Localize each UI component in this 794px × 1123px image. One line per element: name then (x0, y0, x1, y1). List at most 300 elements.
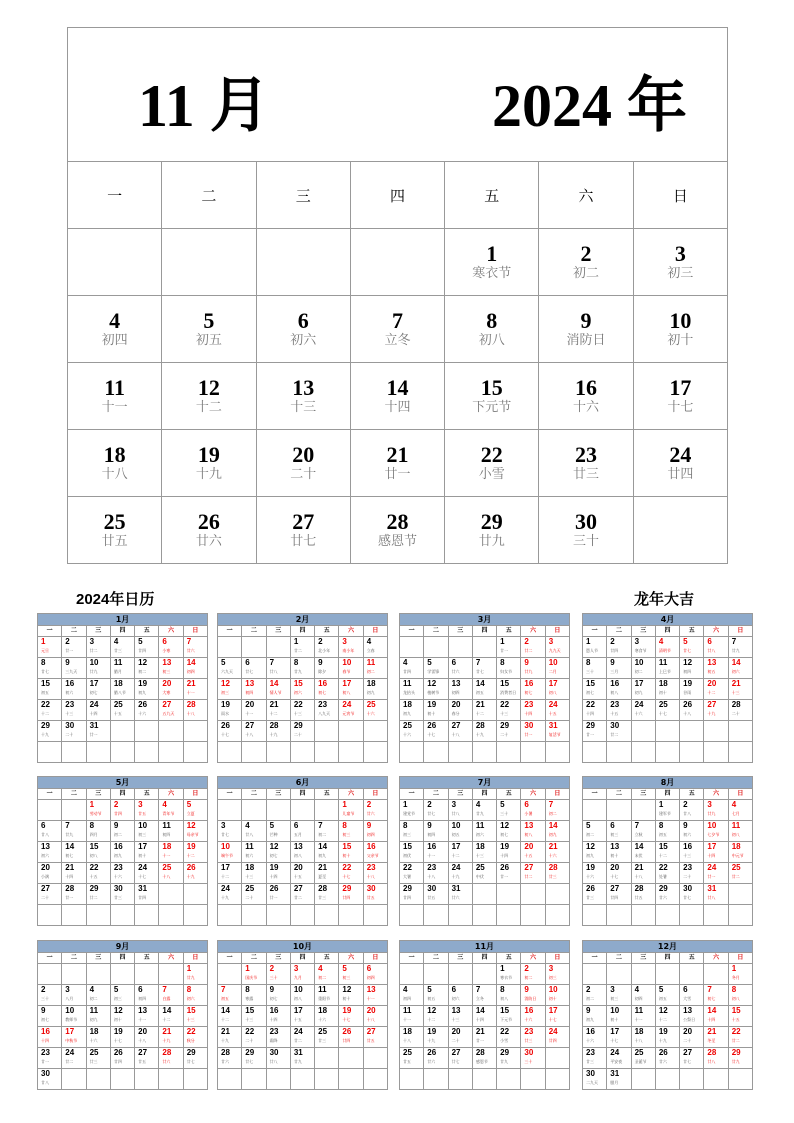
mini-day-number: 7 (707, 985, 712, 994)
mini-lunar-label: 廿一 (89, 732, 98, 737)
mini-day-cell (62, 1048, 86, 1069)
mini-day-number: 2 (41, 985, 46, 994)
mini-day-number: 9 (427, 821, 432, 830)
mini-day-cell (583, 964, 607, 985)
mini-day-number: 12 (186, 821, 196, 830)
mini-day-cell (110, 1006, 134, 1027)
mini-lunar-label: 中伏 (475, 874, 484, 879)
mini-lunar-label: 父亲节 (366, 853, 379, 858)
mini-day-number: 8 (500, 658, 505, 667)
mini-lunar-label: 初七 (65, 853, 74, 858)
mini-day-number: 3 (451, 800, 457, 809)
mini-day-cell (135, 842, 159, 863)
mini-lunar-label: 十七 (342, 874, 351, 879)
day-cell (256, 229, 350, 296)
mini-lunar-label: 廿九 (524, 669, 533, 674)
mini-lunar-label: 廿五 (403, 1059, 411, 1064)
mini-day-cell (339, 905, 363, 926)
mini-lunar-label: 十六 (113, 874, 122, 879)
mini-lunar-label: 廿九 (186, 975, 195, 980)
mini-day-cell (521, 821, 545, 842)
mini-day-cell (135, 679, 159, 700)
mini-day-cell (545, 1027, 569, 1048)
mini-lunar-label: 十四 (475, 1017, 484, 1022)
mini-lunar-label: 初二 (634, 669, 643, 674)
mini-day-number: 6 (293, 821, 299, 830)
mini-lunar-label: 重阳节 (318, 996, 331, 1001)
mini-lunar-label: 廿一 (707, 874, 716, 879)
lunar-label: 廿三 (573, 467, 600, 482)
mini-day-cell (266, 1027, 290, 1048)
mini-day-cell (38, 1027, 62, 1048)
mini-day-number: 19 (221, 700, 230, 709)
mini-lunar-label: 三十 (41, 996, 49, 1001)
mini-lunar-label: 初十 (548, 996, 557, 1001)
mini-lunar-label: 廿七 (186, 1059, 195, 1064)
mini-day-cell (183, 700, 207, 721)
mini-day-number: 30 (113, 884, 123, 893)
mini-day-number: 14 (318, 842, 328, 851)
mini-day-cell (38, 742, 62, 763)
day-cell (633, 363, 727, 430)
mini-day-cell (424, 964, 448, 985)
mini-day-cell (545, 721, 569, 742)
mini-lunar-label: 五月 (293, 832, 302, 837)
mini-day-number: 10 (89, 658, 99, 667)
mini-day-number: 13 (683, 1006, 693, 1015)
mini-day-cell (583, 1069, 607, 1090)
mini-weekday: 二 (62, 789, 86, 800)
mini-day-cell (38, 700, 62, 721)
mini-day-number: 3 (65, 985, 70, 994)
mini-day-cell (607, 1006, 631, 1027)
mini-lunar-label: 初二 (586, 832, 594, 837)
mini-day-cell (448, 905, 472, 926)
mini-day-cell (704, 863, 728, 884)
day-number: 15 (480, 375, 503, 400)
mini-lunar-label: 十九 (707, 711, 716, 716)
mini-day-cell (704, 637, 728, 658)
mini-day-cell (363, 985, 387, 1006)
mini-day-cell (218, 700, 242, 721)
mini-lunar-label: 十三 (186, 1017, 195, 1022)
lunar-label: 十六 (573, 400, 600, 415)
mini-lunar-label: 十三 (245, 874, 254, 879)
mini-day-cell (448, 721, 472, 742)
mini-day-cell (497, 1069, 521, 1090)
mini-lunar-label: 十八 (683, 711, 692, 716)
mini-day-cell (680, 721, 704, 742)
mini-day-cell (242, 1069, 266, 1090)
mini-day-cell (62, 700, 86, 721)
mini-lunar-label: 初五 (658, 832, 667, 837)
mini-day-cell (728, 1069, 752, 1090)
mini-lunar-label: 十九 (162, 1038, 171, 1043)
mini-day-cell (607, 985, 631, 1006)
mini-day-number: 31 (138, 884, 148, 893)
day-number: 19 (197, 442, 220, 467)
mini-day-cell (631, 884, 655, 905)
mini-day-cell (266, 905, 290, 926)
mini-lunar-label: 三月 (610, 669, 619, 674)
mini-day-cell (135, 964, 159, 985)
mini-day-number: 22 (403, 863, 412, 872)
mini-day-cell (315, 884, 339, 905)
mini-day-cell (339, 1027, 363, 1048)
day-number: 17 (669, 375, 692, 400)
mini-day-number: 16 (269, 1006, 279, 1015)
mini-day-cell (704, 742, 728, 763)
mini-weekday: 三 (448, 953, 472, 964)
mini-day-cell (424, 800, 448, 821)
mini-day-cell (62, 842, 86, 863)
mini-day-number: 18 (366, 679, 376, 688)
mini-day-cell (521, 884, 545, 905)
mini-lunar-label: 十一 (634, 1017, 643, 1022)
mini-lunar-label: 初三 (610, 832, 619, 837)
mini-day-cell (242, 700, 266, 721)
mini-lunar-label: 十八 (427, 874, 436, 879)
mini-day-cell (472, 905, 496, 926)
mini-day-number: 2 (269, 964, 275, 973)
mini-day-cell (290, 721, 314, 742)
mini-lunar-label: 廿五 (634, 895, 643, 900)
mini-weekday: 一 (583, 626, 607, 637)
mini-day-cell (545, 742, 569, 763)
mini-day-cell (159, 884, 183, 905)
mini-lunar-label: 初九 (586, 1017, 594, 1022)
mini-day-number: 9 (524, 658, 529, 667)
mini-lunar-label: 初三 (342, 975, 351, 980)
mini-lunar-label: 初六 (245, 853, 254, 858)
mini-month-title: 8月 (583, 777, 753, 789)
mini-day-cell (38, 863, 62, 884)
mini-lunar-label: 初九 (113, 853, 122, 858)
weekday-header: 五 (445, 162, 539, 229)
mini-day-number: 11 (245, 842, 254, 851)
mini-weekday: 日 (728, 953, 752, 964)
mini-day-number: 27 (451, 1048, 461, 1057)
mini-day-number: 3 (634, 637, 640, 646)
mini-day-cell (400, 821, 424, 842)
mini-day-cell (583, 1027, 607, 1048)
day-cell (350, 229, 444, 296)
mini-lunar-label: 初七 (269, 996, 278, 1001)
weekday-header: 三 (256, 162, 350, 229)
mini-day-number: 3 (610, 985, 615, 994)
mini-day-number: 31 (89, 721, 99, 730)
day-cell (350, 363, 444, 430)
mini-lunar-label: 十二 (451, 853, 460, 858)
mini-lunar-label: 初六 (293, 690, 302, 695)
mini-day-cell (448, 985, 472, 1006)
day-number: 24 (669, 442, 692, 467)
mini-day-number: 12 (427, 679, 437, 688)
mini-day-number: 27 (293, 884, 303, 893)
mini-lunar-label: 廿七 (683, 648, 692, 653)
mini-day-cell (680, 637, 704, 658)
mini-day-cell (290, 1027, 314, 1048)
mini-lunar-label: 春节 (342, 669, 351, 674)
mini-day-number: 16 (610, 679, 620, 688)
mini-lunar-label: 十四 (524, 711, 533, 716)
mini-day-number: 7 (162, 985, 167, 994)
mini-day-cell (680, 842, 704, 863)
mini-day-number: 27 (41, 884, 50, 893)
mini-day-cell (339, 742, 363, 763)
mini-day-number: 4 (475, 800, 481, 809)
mini-day-number: 12 (427, 1006, 437, 1015)
mini-day-number: 25 (403, 721, 412, 730)
mini-lunar-label: 处暑 (658, 874, 667, 879)
mini-day-cell (315, 1069, 339, 1090)
mini-day-cell (38, 842, 62, 863)
mini-day-number: 4 (245, 821, 250, 830)
mini-day-cell (110, 637, 134, 658)
mini-lunar-label: 初四 (186, 669, 195, 674)
mini-day-number: 17 (548, 1006, 558, 1015)
mini-day-cell (424, 985, 448, 1006)
mini-day-number: 9 (610, 658, 615, 667)
mini-day-cell (448, 800, 472, 821)
mini-day-cell (583, 721, 607, 742)
mini-day-number: 8 (41, 658, 46, 667)
mini-day-number: 30 (610, 721, 620, 730)
mini-lunar-label: 十八 (634, 1038, 643, 1043)
mini-day-cell (400, 742, 424, 763)
mini-day-number: 5 (683, 637, 688, 646)
mini-day-number: 4 (658, 637, 664, 646)
mini-day-cell (159, 800, 183, 821)
mini-month (399, 776, 570, 926)
mini-weekday: 六 (339, 626, 363, 637)
mini-day-number: 5 (342, 964, 347, 973)
mini-day-number: 18 (89, 1027, 99, 1036)
mini-day-cell (159, 985, 183, 1006)
mini-day-number: 23 (41, 1048, 50, 1057)
mini-day-cell (631, 863, 655, 884)
mini-day-number: 1 (731, 964, 737, 973)
mini-day-cell (86, 1027, 110, 1048)
mini-day-cell (680, 884, 704, 905)
mini-lunar-label: 初十 (658, 690, 667, 695)
mini-weekday: 六 (159, 626, 183, 637)
mini-day-number: 1 (658, 800, 664, 809)
mini-lunar-label: 端午节 (221, 853, 233, 858)
mini-day-cell (135, 863, 159, 884)
mini-day-number: 10 (634, 658, 644, 667)
mini-day-cell (159, 1048, 183, 1069)
mini-day-cell (315, 964, 339, 985)
mini-day-cell (38, 1069, 62, 1090)
mini-weekday: 五 (497, 626, 521, 637)
mini-lunar-label: 消防日 (524, 996, 537, 1001)
mini-day-cell (424, 884, 448, 905)
mini-weekday: 四 (290, 789, 314, 800)
mini-lunar-label: 廿四 (548, 1038, 557, 1043)
mini-weekday: 六 (339, 953, 363, 964)
mini-day-number: 16 (683, 842, 693, 851)
mini-day-cell (218, 884, 242, 905)
mini-lunar-label: 初三 (403, 832, 411, 837)
mini-day-number: 11 (113, 658, 123, 667)
mini-day-number: 2 (683, 800, 688, 809)
mini-day-cell (159, 742, 183, 763)
mini-day-cell (583, 985, 607, 1006)
mini-lunar-label: 初二 (586, 996, 594, 1001)
mini-lunar-label: 初五 (451, 832, 460, 837)
mini-lunar-label: 十五 (113, 711, 122, 716)
mini-day-cell (218, 658, 242, 679)
mini-lunar-label: 三十 (269, 975, 278, 980)
mini-day-cell (62, 863, 86, 884)
mini-day-cell (38, 800, 62, 821)
mini-day-number: 6 (138, 985, 143, 994)
mini-day-cell (86, 821, 110, 842)
mini-day-number: 7 (269, 658, 275, 667)
mini-day-cell (218, 1069, 242, 1090)
mini-lunar-label: 廿六 (658, 895, 667, 900)
mini-lunar-label: 初四 (245, 690, 254, 695)
mini-lunar-label: 寒露 (245, 996, 254, 1001)
mini-day-cell (680, 1048, 704, 1069)
mini-day-cell (728, 637, 752, 658)
mini-day-number: 10 (221, 842, 230, 851)
mini-day-cell (655, 679, 679, 700)
mini-day-number: 10 (451, 821, 461, 830)
mini-day-cell (545, 700, 569, 721)
mini-lunar-label: 初九 (634, 690, 643, 695)
mini-lunar-label: 十四 (269, 874, 278, 879)
day-cell (633, 229, 727, 296)
mini-lunar-label: 十二 (162, 1017, 171, 1022)
mini-lunar-label: 初二 (366, 669, 375, 674)
lunar-label: 十四 (384, 400, 411, 415)
mini-month (399, 940, 570, 1090)
lunar-label: 下元节 (472, 400, 512, 415)
mini-lunar-label: 春分 (451, 711, 460, 716)
mini-day-number: 19 (586, 863, 595, 872)
day-number: 13 (292, 375, 315, 400)
mini-day-number: 1 (342, 800, 347, 809)
mini-day-cell (218, 637, 242, 658)
mini-day-cell (339, 1048, 363, 1069)
mini-day-cell (472, 679, 496, 700)
mini-day-cell (86, 884, 110, 905)
day-number: 28 (386, 509, 409, 534)
mini-lunar-label: 廿三 (89, 1059, 98, 1064)
mini-day-number: 29 (731, 1048, 741, 1057)
mini-day-cell (135, 800, 159, 821)
mini-day-cell (631, 1027, 655, 1048)
mini-day-number: 2 (427, 800, 432, 809)
mini-lunar-label: 十四 (586, 711, 594, 716)
mini-day-cell (266, 964, 290, 985)
mini-weekday: 三 (631, 953, 655, 964)
mini-day-cell (266, 679, 290, 700)
mini-day-number: 3 (548, 637, 554, 646)
mini-lunar-label: 十二 (427, 1017, 436, 1022)
mini-day-cell (728, 1027, 752, 1048)
mini-day-number: 28 (634, 884, 644, 893)
mini-weekday: 二 (607, 953, 631, 964)
mini-lunar-label: 冬月 (731, 975, 740, 980)
mini-lunar-label: 六九天 (221, 669, 233, 674)
mini-day-cell (86, 800, 110, 821)
mini-day-cell (545, 1069, 569, 1090)
mini-lunar-label: 立秋 (634, 832, 643, 837)
mini-lunar-label: 除夕 (318, 669, 327, 674)
mini-weekday: 二 (424, 953, 448, 964)
mini-day-number: 24 (451, 863, 461, 872)
mini-lunar-label: 十二 (269, 711, 278, 716)
mini-day-cell (521, 905, 545, 926)
mini-lunar-label: 廿六 (366, 811, 375, 816)
mini-day-number: 29 (403, 884, 412, 893)
mini-weekday: 三 (266, 789, 290, 800)
mini-day-cell (86, 863, 110, 884)
mini-day-number: 23 (269, 1027, 279, 1036)
mini-day-cell (680, 905, 704, 926)
mini-month (37, 613, 208, 763)
mini-lunar-label: 二十 (451, 1038, 460, 1043)
mini-day-number: 24 (707, 863, 717, 872)
mini-day-number: 20 (293, 863, 303, 872)
mini-day-number: 25 (245, 884, 255, 893)
mini-day-cell (266, 821, 290, 842)
mini-day-number: 8 (89, 821, 95, 830)
mini-day-number: 3 (342, 637, 347, 646)
mini-lunar-label: 十一 (403, 1017, 411, 1022)
mini-day-number: 15 (658, 842, 668, 851)
mini-day-number: 16 (113, 842, 123, 851)
mini-day-number: 10 (293, 985, 303, 994)
mini-day-cell (704, 1069, 728, 1090)
mini-day-cell (521, 985, 545, 1006)
mini-day-number: 7 (548, 800, 554, 809)
mini-weekday: 四 (655, 953, 679, 964)
mini-day-number: 30 (366, 884, 376, 893)
mini-lunar-label: 初九 (403, 711, 411, 716)
mini-day-cell (728, 658, 752, 679)
mini-lunar-label: 廿九 (293, 669, 302, 674)
mini-lunar-label: 廿七 (683, 1059, 692, 1064)
mini-lunar-label: 十九 (427, 1038, 436, 1043)
mini-lunar-label: 十八 (451, 732, 460, 737)
mini-lunar-label: 初七 (318, 690, 327, 695)
mini-day-number: 18 (318, 1006, 328, 1015)
day-number: 11 (104, 375, 126, 400)
mini-day-cell (290, 700, 314, 721)
mini-lunar-label: 廿八 (707, 895, 716, 900)
day-number: 6 (297, 308, 309, 333)
mini-lunar-label: 初二 (89, 996, 98, 1001)
mini-lunar-label: 初九 (318, 853, 327, 858)
mini-day-cell (545, 905, 569, 926)
mini-weekday: 三 (631, 626, 655, 637)
mini-lunar-label: 廿四 (403, 669, 411, 674)
mini-day-cell (315, 863, 339, 884)
mini-weekday: 二 (62, 953, 86, 964)
mini-day-cell (400, 985, 424, 1006)
mini-weekday: 二 (424, 626, 448, 637)
mini-day-cell (266, 800, 290, 821)
mini-day-cell (363, 700, 387, 721)
mini-lunar-label: 八月 (65, 996, 74, 1001)
mini-day-cell (583, 800, 607, 821)
day-number: 4 (109, 308, 121, 333)
mini-day-cell (545, 1048, 569, 1069)
